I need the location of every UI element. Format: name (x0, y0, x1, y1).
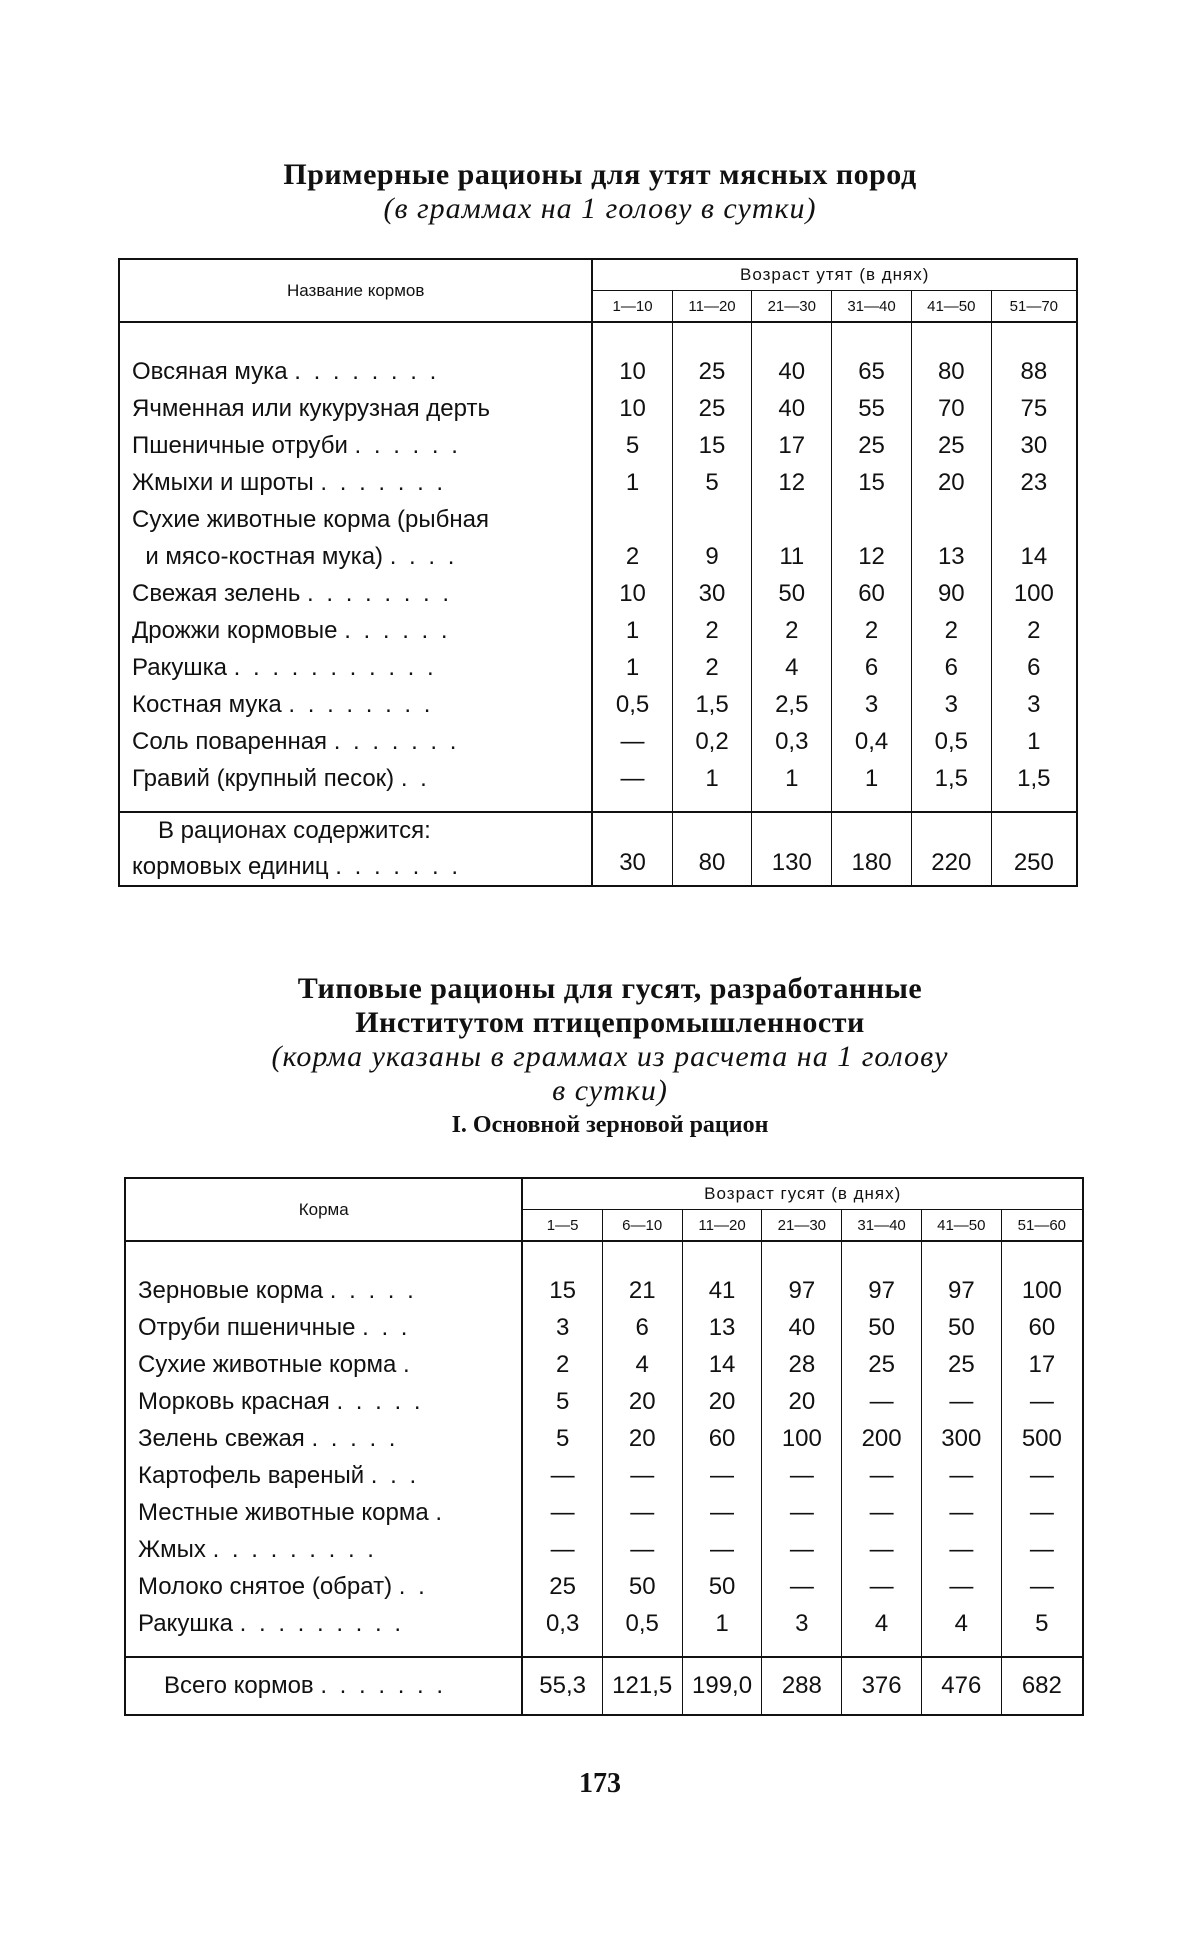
value-cell: 20 (682, 1383, 762, 1420)
feed-name-cell (119, 686, 592, 723)
value-cell: 2 (555, 1350, 570, 1378)
feed-name: Дрожжи кормовые (132, 616, 338, 644)
leader-dots: . . (398, 1572, 428, 1600)
value-cell: 60 (832, 575, 912, 612)
feed-name-cell (125, 1272, 522, 1309)
value-cell: 65 (832, 353, 912, 390)
table-row (125, 1346, 1083, 1383)
feed-name-cell (119, 464, 592, 501)
value-cell: 21 (602, 1272, 682, 1309)
table-row (119, 575, 1077, 612)
value-cell: 90 (911, 575, 991, 612)
feed-name: Морковь красная (138, 1387, 330, 1415)
value-cell: 100 (1001, 1272, 1083, 1309)
feed-name-cell (119, 353, 592, 390)
table2-section-title: I. Основной зерновой рацион (451, 1112, 769, 1138)
value-cell (592, 501, 672, 538)
feed-name: Соль поваренная (132, 727, 328, 755)
value-cell: 100 (762, 1420, 842, 1457)
value-cell: 25 (672, 390, 752, 427)
leader-dots: . . . . . (311, 1424, 399, 1452)
spacer-row (119, 322, 1077, 353)
total-label-line1: В рационах содержится: (158, 817, 431, 844)
column-header-age-group: Возраст гусят (в днях) (522, 1178, 1083, 1210)
value-cell: — (550, 1535, 575, 1563)
value-cell: 200 (842, 1420, 922, 1457)
value-cell: — (762, 1494, 842, 1531)
feed-name: Свежая зелень (132, 579, 301, 607)
feed-name: Гравий (крупный песок) (132, 764, 395, 792)
total-value-cell: 288 (762, 1657, 842, 1715)
column-header-age: 6—10 (602, 1210, 682, 1242)
column-header-age: 31—40 (842, 1210, 922, 1242)
value-cell: 0,2 (672, 723, 752, 760)
column-header-age: 31—40 (832, 291, 912, 323)
value-cell: 40 (762, 1309, 842, 1346)
value-cell: 0,3 (545, 1609, 580, 1637)
value-cell: 50 (602, 1568, 682, 1605)
value-cell: 1,5 (991, 760, 1077, 797)
value-cell: 15 (672, 427, 752, 464)
value-cell: 88 (991, 353, 1077, 390)
feed-name: Пшеничные отруби (132, 431, 348, 459)
value-cell: 6 (832, 649, 912, 686)
value-cell: 25 (921, 1346, 1001, 1383)
feed-name: Местные животные корма (138, 1498, 429, 1526)
value-cell: 70 (911, 390, 991, 427)
spacer-row (119, 797, 1077, 812)
column-header-feed-name: Название кормов (119, 259, 592, 322)
value-cell: 75 (991, 390, 1077, 427)
value-cell: 1 (625, 653, 640, 681)
table-row (119, 353, 1077, 390)
value-cell: 10 (619, 357, 646, 385)
value-cell: 80 (911, 353, 991, 390)
leader-dots: . . . . . (336, 1387, 424, 1415)
table-row (125, 1457, 1083, 1494)
total-label-text: кормовых единиц (132, 853, 329, 880)
feed-name-cell (125, 1309, 522, 1346)
feed-name: Картофель вареный (138, 1461, 365, 1489)
feed-name-cell (119, 427, 592, 464)
feed-name: Молоко снятое (обрат) (138, 1572, 393, 1600)
feed-name: Зелень свежая (138, 1424, 305, 1452)
value-cell: 20 (602, 1420, 682, 1457)
feed-name: Костная мука (132, 690, 282, 718)
value-cell: 2 (911, 612, 991, 649)
value-cell: 1,5 (672, 686, 752, 723)
total-label-cell (125, 1657, 522, 1715)
value-cell: 500 (1001, 1420, 1083, 1457)
value-cell: 17 (1001, 1346, 1083, 1383)
value-cell: 4 (752, 649, 832, 686)
value-cell: 2 (991, 612, 1077, 649)
value-cell: — (1001, 1568, 1083, 1605)
column-header-age: 51—70 (991, 291, 1077, 323)
table2-subtitle-line1: (корма указаны в граммах из расчета на 1 голову (271, 1040, 949, 1073)
feed-name: Жмыхи и шроты (132, 468, 314, 496)
value-cell: 97 (921, 1272, 1001, 1309)
value-cell: 5 (555, 1387, 570, 1415)
feed-name: и мясо-костная мука) (132, 542, 384, 570)
value-cell: 0,3 (752, 723, 832, 760)
value-cell: 0,4 (832, 723, 912, 760)
feed-name: Жмых (138, 1535, 206, 1563)
leader-dots: . . . . . . (344, 616, 451, 644)
value-cell: 5 (555, 1424, 570, 1452)
value-cell: 12 (752, 464, 832, 501)
table-row (119, 723, 1077, 760)
total-label-text: Всего кормов (164, 1672, 314, 1699)
total-value-cell: 80 (672, 812, 752, 886)
leader-dots: . . . . . . . (333, 727, 460, 755)
value-cell: 1 (672, 760, 752, 797)
value-cell: — (682, 1494, 762, 1531)
table2-subtitle-line2: в сутки) (552, 1074, 668, 1107)
feed-name-cell (119, 649, 592, 686)
value-cell: 25 (832, 427, 912, 464)
value-cell: 13 (911, 538, 991, 575)
value-cell: 30 (991, 427, 1077, 464)
value-cell: 60 (1001, 1309, 1083, 1346)
table2-title-line1: Типовые рационы для гусят, разработанные (297, 972, 923, 1005)
total-row (119, 812, 1077, 886)
value-cell: 13 (682, 1309, 762, 1346)
table-row (119, 464, 1077, 501)
value-cell: — (602, 1531, 682, 1568)
spacer-row (125, 1642, 1083, 1657)
value-cell: 60 (682, 1420, 762, 1457)
value-cell: 3 (911, 686, 991, 723)
value-cell: 1 (752, 760, 832, 797)
value-cell: — (550, 1461, 575, 1489)
feed-name-cell (125, 1383, 522, 1420)
total-value-cell: 199,0 (682, 1657, 762, 1715)
total-value-cell: 180 (832, 812, 912, 886)
value-cell: 12 (832, 538, 912, 575)
feed-name-cell (119, 538, 592, 575)
value-cell: 6 (602, 1309, 682, 1346)
column-header-age: 1—10 (592, 291, 672, 323)
table-row (125, 1272, 1083, 1309)
feed-name-cell (125, 1494, 522, 1531)
value-cell: 6 (911, 649, 991, 686)
goslings-ration-table (124, 1177, 1084, 1716)
feed-name-cell (125, 1346, 522, 1383)
feed-name-cell (119, 575, 592, 612)
value-cell: 14 (682, 1346, 762, 1383)
feed-name: Ячменная или кукурузная дерть (132, 394, 490, 422)
table2-heading (140, 972, 1080, 1139)
total-value-cell: 376 (842, 1657, 922, 1715)
value-cell: — (762, 1531, 842, 1568)
value-cell: 14 (991, 538, 1077, 575)
total-value-cell: 220 (911, 812, 991, 886)
value-cell: 20 (911, 464, 991, 501)
table-row (125, 1309, 1083, 1346)
column-header-age: 1—5 (522, 1210, 602, 1242)
value-cell: 1 (832, 760, 912, 797)
value-cell: 11 (752, 538, 832, 575)
leader-dots: . (435, 1498, 446, 1526)
leader-dots: . . . . . . . . (307, 579, 453, 607)
column-header-age: 41—50 (921, 1210, 1001, 1242)
value-cell: 300 (921, 1420, 1001, 1457)
column-header-age: 51—60 (1001, 1210, 1083, 1242)
feed-name-cell (119, 390, 592, 427)
value-cell (911, 501, 991, 538)
total-value-cell: 55,3 (522, 1657, 602, 1715)
leader-dots: . . . . . . . (320, 1672, 447, 1699)
value-cell: 1 (625, 468, 640, 496)
table-row (119, 612, 1077, 649)
value-cell: 3 (762, 1605, 842, 1642)
value-cell: 2 (832, 612, 912, 649)
value-cell: 55 (832, 390, 912, 427)
feed-name-cell (119, 501, 592, 538)
total-row (125, 1657, 1083, 1715)
column-header-feed: Корма (125, 1178, 522, 1241)
value-cell: 9 (672, 538, 752, 575)
table-row (119, 427, 1077, 464)
leader-dots: . . . . . . . . (288, 690, 434, 718)
value-cell: — (842, 1457, 922, 1494)
value-cell: 100 (991, 575, 1077, 612)
value-cell: — (842, 1383, 922, 1420)
feed-name: Сухие животные корма (138, 1350, 397, 1378)
table-row (119, 501, 1077, 538)
value-cell: 10 (619, 394, 646, 422)
value-cell: — (842, 1531, 922, 1568)
value-cell: 1 (991, 723, 1077, 760)
value-cell: 15 (832, 464, 912, 501)
total-value-cell: 476 (921, 1657, 1001, 1715)
value-cell: — (1001, 1494, 1083, 1531)
value-cell: 2 (625, 542, 640, 570)
feed-name-cell (119, 612, 592, 649)
total-value-cell: 121,5 (602, 1657, 682, 1715)
feed-name: Зерновые корма (138, 1276, 324, 1304)
value-cell: 50 (682, 1568, 762, 1605)
table1-subtitle: (в граммах на 1 голову в сутки) (383, 192, 817, 225)
value-cell (832, 501, 912, 538)
value-cell: 97 (762, 1272, 842, 1309)
leader-dots: . . . . (389, 542, 458, 570)
total-value-cell: 130 (752, 812, 832, 886)
total-label-cell (119, 812, 592, 886)
feed-name: Овсяная мука (132, 357, 288, 385)
value-cell: — (550, 1498, 575, 1526)
table-row (125, 1383, 1083, 1420)
table-row (119, 686, 1077, 723)
value-cell: — (1001, 1457, 1083, 1494)
value-cell: 4 (602, 1346, 682, 1383)
value-cell: 5 (625, 431, 640, 459)
feed-name-cell (125, 1457, 522, 1494)
table-row (119, 390, 1077, 427)
value-cell: 0,5 (911, 723, 991, 760)
value-cell: — (620, 727, 645, 755)
value-cell: 2,5 (752, 686, 832, 723)
value-cell: 5 (1001, 1605, 1083, 1642)
value-cell: 0,5 (615, 690, 650, 718)
value-cell: 15 (549, 1276, 576, 1304)
leader-dots: . . . . . . (354, 431, 461, 459)
value-cell: — (602, 1457, 682, 1494)
value-cell: 20 (602, 1383, 682, 1420)
column-header-age: 21—30 (762, 1210, 842, 1242)
value-cell: — (762, 1568, 842, 1605)
value-cell: 3 (832, 686, 912, 723)
value-cell: 41 (682, 1272, 762, 1309)
leader-dots: . . . . . . . . . (212, 1535, 377, 1563)
value-cell: — (1001, 1531, 1083, 1568)
value-cell: 25 (842, 1346, 922, 1383)
leader-dots: . . . . . . . . (294, 357, 440, 385)
table1-heading (150, 158, 1050, 226)
value-cell: 50 (842, 1309, 922, 1346)
column-header-age: 21—30 (752, 291, 832, 323)
value-cell: 5 (672, 464, 752, 501)
leader-dots: . . . . . . . (320, 468, 447, 496)
value-cell: — (620, 764, 645, 792)
value-cell: — (921, 1494, 1001, 1531)
table2-title-line2: Институтом птицепромышленности (355, 1006, 865, 1039)
total-value-cell: 250 (991, 812, 1077, 886)
value-cell: 28 (762, 1346, 842, 1383)
value-cell: 6 (991, 649, 1077, 686)
total-label-line2 (132, 849, 591, 885)
value-cell: 2 (672, 612, 752, 649)
value-cell (991, 501, 1077, 538)
column-header-age: 11—20 (672, 291, 752, 323)
feed-name-cell (125, 1568, 522, 1605)
value-cell: 1 (682, 1605, 762, 1642)
table-row (119, 538, 1077, 575)
feed-name: Ракушка (138, 1609, 233, 1637)
value-cell: — (921, 1457, 1001, 1494)
value-cell (672, 501, 752, 538)
value-cell: 30 (672, 575, 752, 612)
table-row (125, 1605, 1083, 1642)
value-cell: 3 (991, 686, 1077, 723)
total-value-cell: 30 (592, 812, 672, 886)
feed-name: Отруби пшеничные (138, 1313, 356, 1341)
value-cell: 1,5 (911, 760, 991, 797)
value-cell: 0,5 (602, 1605, 682, 1642)
value-cell: 25 (911, 427, 991, 464)
value-cell: — (1001, 1383, 1083, 1420)
value-cell: 40 (752, 390, 832, 427)
value-cell: 17 (752, 427, 832, 464)
value-cell: 40 (752, 353, 832, 390)
value-cell: — (921, 1568, 1001, 1605)
column-header-age: 11—20 (682, 1210, 762, 1242)
value-cell: — (921, 1383, 1001, 1420)
value-cell: — (602, 1494, 682, 1531)
value-cell: 4 (842, 1605, 922, 1642)
value-cell: — (762, 1457, 842, 1494)
table1-title: Примерные рационы для утят мясных пород (283, 158, 917, 191)
column-header-age: 41—50 (911, 291, 991, 323)
leader-dots: . . . . . (329, 1276, 417, 1304)
value-cell: — (682, 1531, 762, 1568)
leader-dots: . . . (362, 1313, 411, 1341)
value-cell: — (921, 1531, 1001, 1568)
total-value-cell: 682 (1001, 1657, 1083, 1715)
value-cell: 50 (752, 575, 832, 612)
leader-dots: . . . . . . . . . . . (233, 653, 437, 681)
value-cell: 2 (672, 649, 752, 686)
leader-dots: . (403, 1350, 413, 1378)
value-cell: 10 (619, 579, 646, 607)
value-cell: 25 (672, 353, 752, 390)
table-row (125, 1568, 1083, 1605)
value-cell: 50 (921, 1309, 1001, 1346)
value-cell: 20 (762, 1383, 842, 1420)
feed-name-cell (119, 723, 592, 760)
feed-name-cell (119, 760, 592, 797)
feed-name-cell (125, 1531, 522, 1568)
table-row (125, 1420, 1083, 1457)
leader-dots: . . . . . . . . . (239, 1609, 404, 1637)
table-row (125, 1494, 1083, 1531)
feed-name-cell (125, 1420, 522, 1457)
value-cell: 1 (625, 616, 640, 644)
leader-dots: . . . (370, 1461, 420, 1489)
feed-name: Ракушка (132, 653, 227, 681)
value-cell: 97 (842, 1272, 922, 1309)
value-cell: — (682, 1457, 762, 1494)
spacer-row (125, 1241, 1083, 1272)
page-number: 173 (579, 1768, 621, 1799)
value-cell: 3 (555, 1313, 570, 1341)
value-cell: 25 (549, 1572, 576, 1600)
value-cell: 4 (921, 1605, 1001, 1642)
table-row (125, 1531, 1083, 1568)
column-header-age-group: Возраст утят (в днях) (592, 259, 1077, 291)
leader-dots: . . (400, 764, 430, 792)
table-row (119, 760, 1077, 797)
value-cell: 2 (752, 612, 832, 649)
feed-name: Сухие животные корма (рыбная (132, 505, 489, 533)
leader-dots: . . . . . . . (335, 853, 461, 880)
feed-name-cell (125, 1605, 522, 1642)
table-row (119, 649, 1077, 686)
value-cell: 23 (991, 464, 1077, 501)
value-cell: — (842, 1568, 922, 1605)
value-cell (752, 501, 832, 538)
ducklings-ration-table (118, 258, 1078, 887)
value-cell: — (842, 1494, 922, 1531)
